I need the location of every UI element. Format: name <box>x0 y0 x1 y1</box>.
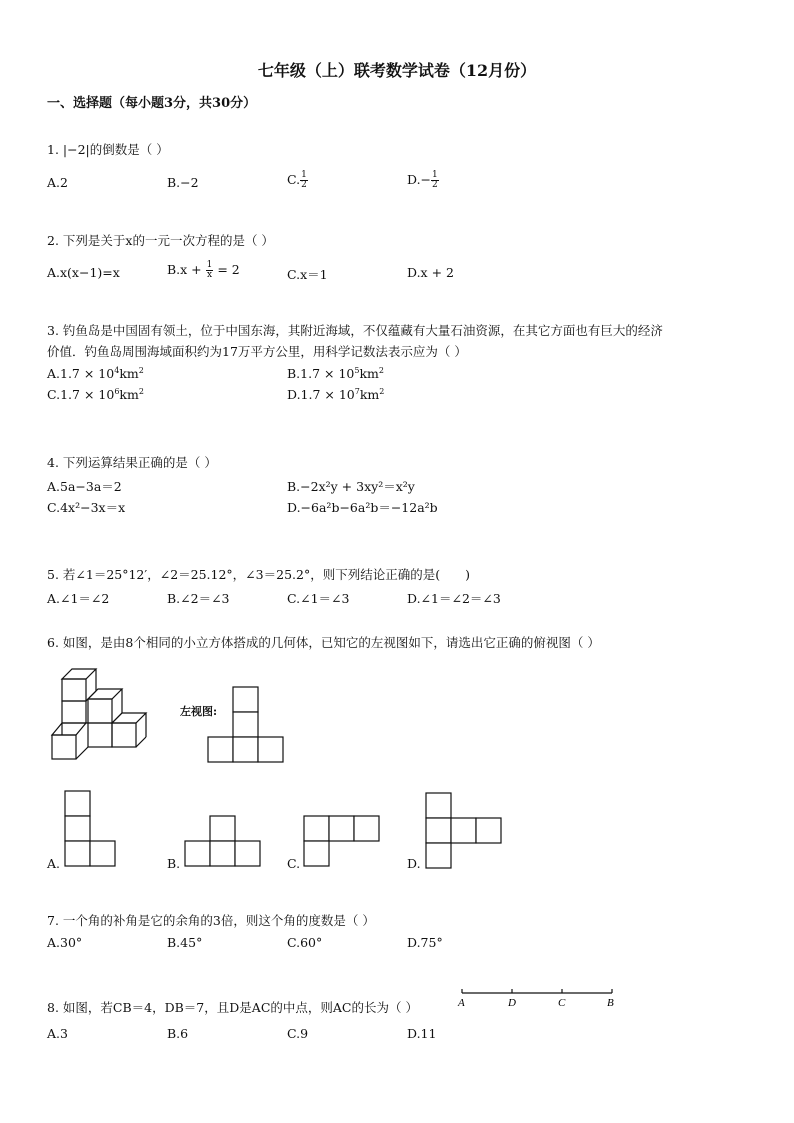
q3-d-exp: 7 <box>354 386 360 396</box>
q8-option-a[interactable]: A.3 <box>47 1026 68 1041</box>
q1-c-den: 2 <box>301 180 307 190</box>
q3-a-base: A.1.7 × 10 <box>47 366 115 381</box>
q3-a-exp: 4 <box>114 365 120 375</box>
q3-b-unit-exp: 2 <box>378 365 384 375</box>
q1-d-prefix: D.− <box>407 172 432 187</box>
point-b-label: B <box>607 997 614 1009</box>
left-view-figure <box>208 685 284 763</box>
page-title: 七年级（上）联考数学试卷（12月份） <box>257 61 537 80</box>
q6-option-b[interactable]: B. <box>167 856 181 871</box>
question-7-stem: 7. 一个角的补角是它的余角的3倍，则这个角的度数是（ ） <box>47 913 375 928</box>
q6-option-d[interactable]: D. <box>407 856 421 871</box>
q8-option-b[interactable]: B.6 <box>167 1026 189 1041</box>
q1-d-fraction <box>431 171 439 190</box>
q6-option-a-figure <box>64 790 116 866</box>
q3-b-exp: 5 <box>354 365 360 375</box>
q7-option-b[interactable]: B.45° <box>167 935 203 950</box>
q7-option-d[interactable]: D.75° <box>407 935 443 950</box>
q3-c-unit-exp: 2 <box>138 386 144 396</box>
q2-b-prefix: B.x + <box>167 262 206 277</box>
q6-option-c[interactable]: C. <box>287 856 301 871</box>
point-c-label: C <box>558 997 566 1009</box>
q1-option-c[interactable] <box>287 171 308 190</box>
q3-option-b[interactable] <box>287 366 384 381</box>
question-5-stem: 5. 若∠1＝25°12′，∠2＝25.12°，∠3＝25.2°，则下列结论正确的是( ) <box>47 567 470 582</box>
q5-option-b[interactable]: B.∠2＝∠3 <box>167 591 230 606</box>
q2-b-suffix: = 2 <box>213 262 240 277</box>
q3-b-unit: km <box>359 366 379 381</box>
q4-option-b[interactable]: B.−2x²y + 3xy²＝x²y <box>287 479 415 494</box>
q1-option-a[interactable]: A.2 <box>47 175 68 190</box>
q1-option-d[interactable] <box>407 171 439 190</box>
q2-option-b[interactable] <box>167 261 240 280</box>
q2-b-num: 1 <box>206 260 213 270</box>
q4-option-c[interactable]: C.4x²−3x＝x <box>47 500 126 515</box>
q8-option-d[interactable]: D.11 <box>407 1026 437 1041</box>
q2-option-d[interactable]: D.x + 2 <box>407 265 454 280</box>
q3-c-unit: km <box>119 387 139 402</box>
q3-d-base: D.1.7 × 10 <box>287 387 355 402</box>
q6-option-b-figure <box>184 815 261 866</box>
q1-d-num: 1 <box>432 170 438 180</box>
cube-structure-figure <box>50 665 155 765</box>
q7-option-c[interactable]: C.60° <box>287 935 323 950</box>
q5-option-d[interactable]: D.∠1＝∠2＝∠3 <box>407 591 501 606</box>
section-heading: 一、选择题（每小题3分，共30分） <box>47 96 257 111</box>
q2-option-a[interactable]: A.x(x−1)=x <box>47 265 120 280</box>
q1-option-b[interactable]: B.−2 <box>167 175 199 190</box>
question-4-stem: 4. 下列运算结果正确的是（ ） <box>47 455 217 470</box>
q3-c-base: C.1.7 × 10 <box>47 387 115 402</box>
q5-option-c[interactable]: C.∠1＝∠3 <box>287 591 350 606</box>
point-d-label: D <box>508 997 516 1009</box>
q3-a-unit-exp: 2 <box>138 365 144 375</box>
q3-a-unit: km <box>119 366 139 381</box>
q1-c-prefix: C. <box>287 172 301 187</box>
q4-option-d[interactable]: D.−6a²b−6a²b＝−12a²b <box>287 500 438 515</box>
q3-option-a[interactable] <box>47 366 144 381</box>
question-3-stem-line1: 3. 钓鱼岛是中国固有领土，位于中国东海，其附近海域，不仅蕴藏有大量石油资源，在其它方面也有巨大的经济 <box>47 323 663 338</box>
q3-option-c[interactable] <box>47 387 144 402</box>
q5-option-a[interactable]: A.∠1＝∠2 <box>47 591 110 606</box>
question-6-stem: 6. 如图，是由8个相同的小立方体搭成的几何体，已知它的左视图如下，请选出它正确的俯视图（ ） <box>47 635 600 650</box>
q3-d-unit-exp: 2 <box>379 386 385 396</box>
point-a-label: A <box>458 997 465 1009</box>
q6-option-a[interactable]: A. <box>47 856 61 871</box>
q1-c-num: 1 <box>301 170 307 180</box>
left-view-label: 左视图: <box>180 705 218 718</box>
q8-option-c[interactable]: C.9 <box>287 1026 309 1041</box>
q4-option-a[interactable]: A.5a−3a＝2 <box>47 479 122 494</box>
q3-d-unit: km <box>359 387 380 402</box>
q6-option-d-figure <box>425 792 502 868</box>
q1-c-fraction <box>300 171 308 190</box>
q6-option-c-figure <box>303 815 380 866</box>
q3-c-exp: 6 <box>114 386 120 396</box>
question-3-stem-line2: 价值．钓鱼岛周围海域面积约为17万平方公里，用科学记数法表示应为（ ） <box>47 344 467 359</box>
q1-d-den: 2 <box>432 180 438 190</box>
q3-option-d[interactable] <box>287 387 384 402</box>
question-1-stem: 1. |−2|的倒数是（ ） <box>47 142 169 157</box>
q3-b-base: B.1.7 × 10 <box>287 366 355 381</box>
q2-option-c[interactable]: C.x＝1 <box>287 267 328 282</box>
segment-figure <box>458 985 618 1009</box>
question-8-stem: 8. 如图，若CB＝4，DB＝7，且D是AC的中点，则AC的长为（ ） <box>47 1000 418 1015</box>
q2-b-den: x <box>206 270 213 280</box>
question-2-stem: 2. 下列是关于x的一元一次方程的是（ ） <box>47 233 274 248</box>
q7-option-a[interactable]: A.30° <box>47 935 83 950</box>
